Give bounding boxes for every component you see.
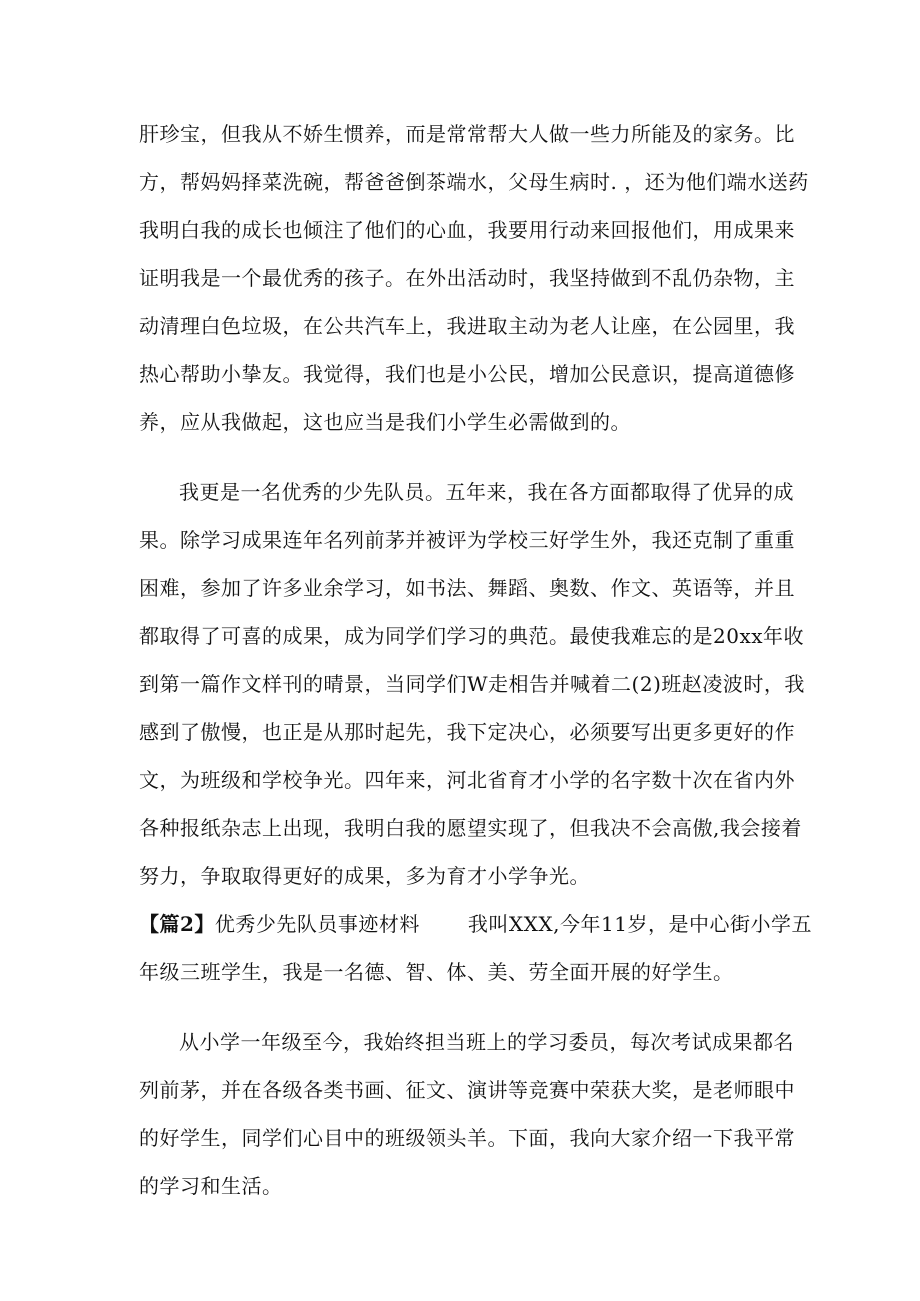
- paragraph-spacer: [139, 446, 789, 468]
- text-line: 证明我是一个最优秀的孩子。在外出活动时，我坚持做到不乱仍杂物，主: [139, 266, 795, 290]
- text-line: 我更是一名优秀的少先队员。五年来，我在各方面都取得了优异的成: [179, 480, 794, 504]
- text-line: 努力，争取取得更好的成果，多为育才小学争光。: [139, 864, 590, 888]
- text-line: 热心帮助小挚友。我觉得，我们也是小公民，增加公民意识，提高道德修: [139, 362, 795, 386]
- section-heading-line: [139, 900, 812, 948]
- text-line: 养，应从我做起，这也应当是我们小学生必需做到的。: [139, 410, 631, 434]
- text-line: 我明白我的成长也倾注了他们的心血，我要用行动来回报他们，用成果来: [139, 218, 795, 242]
- section-heading-title: 优秀少先队员事迹材料: [214, 912, 420, 936]
- text-line: 各种报纸杂志上出现，我明白我的愿望实现了，但我决不会高傲,我会接着: [139, 816, 802, 840]
- text-line: 的好学生，同学们心目中的班级领头羊。下面，我向大家介绍一下我平常: [139, 1126, 795, 1150]
- text-line: 感到了傲慢，也正是从那时起先，我下定决心，必须要写出更多更好的作: [139, 720, 795, 744]
- paragraph-2: [139, 468, 805, 900]
- text-line: 方，帮妈妈择菜洗碗，帮爸爸倒茶端水，父母生病时. ，还为他们端水送药: [139, 170, 809, 194]
- text-line: 的学习和生活。: [139, 1174, 283, 1198]
- paragraph-4: [139, 1018, 795, 1210]
- text-line: 文，为班级和学校争光。四年来，河北省育才小学的名字数十次在省内外: [139, 768, 795, 792]
- text-line: 肝珍宝，但我从不娇生惯养，而是常常帮大人做一些力所能及的家务。比: [139, 122, 795, 146]
- text-line: 年级三班学生，我是一名德、智、体、美、劳全面开展的好学生。: [139, 960, 734, 984]
- text-line: 困难，参加了许多业余学习，如书法、舞蹈、奥数、作文、英语等，并且: [139, 576, 795, 600]
- section-heading-rest: 我叫XXX,今年11岁，是中心街小学五: [467, 912, 812, 936]
- document-body: [139, 110, 812, 1210]
- text-line: 都取得了可喜的成果，成为同学们学习的典范。最使我难忘的是20xx年收: [139, 624, 805, 648]
- paragraph-1: [139, 110, 809, 446]
- text-line: 从小学一年级至今，我始终担当班上的学习委员，每次考试成果都名: [179, 1030, 794, 1054]
- text-line: 到第一篇作文样刊的晴景，当同学们W走相告并喊着二(2)班赵凌波时，我: [139, 672, 805, 696]
- text-line: 动清理白色垃圾，在公共汽车上，我进取主动为老人让座，在公园里，我: [139, 314, 795, 338]
- text-line: 果。除学习成果连年名列前茅并被评为学校三好学生外，我还克制了重重: [139, 528, 795, 552]
- section-heading-mark: 【篇2】: [139, 912, 215, 936]
- paragraph-spacer: [139, 996, 789, 1018]
- text-line: 列前茅，并在各级各类书画、征文、演讲等竞赛中荣获大奖，是老师眼中: [139, 1078, 795, 1102]
- paragraph-3: [139, 900, 812, 996]
